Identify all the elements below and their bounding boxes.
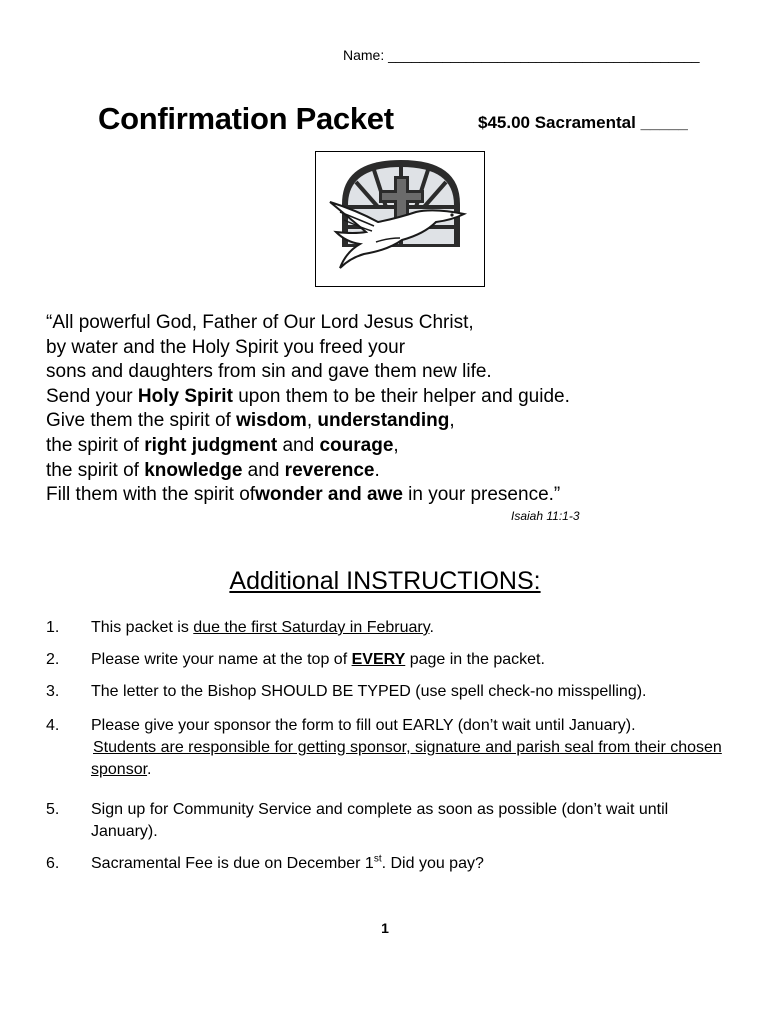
prayer-text xyxy=(46,311,570,508)
instruction-segment: . xyxy=(429,619,434,636)
prayer-citation: Isaiah 11:1-3 xyxy=(511,509,580,523)
instruction-number: 2. xyxy=(46,651,60,668)
ordinal-suffix: st xyxy=(373,853,382,865)
instruction-text xyxy=(91,649,736,671)
fee-line xyxy=(478,113,688,133)
prayer-line: sons and daughters from sin and gave them new life. xyxy=(46,361,492,383)
prayer-emphasis: understanding xyxy=(317,410,450,432)
prayer-emphasis: wisdom xyxy=(236,410,307,432)
instruction-text xyxy=(91,617,736,639)
dove-cross-stained-glass-icon xyxy=(315,151,485,287)
prayer-line xyxy=(46,434,570,459)
prayer-emphasis: Holy Spirit xyxy=(137,385,233,407)
instruction-text: Sign up for Community Service and complete as soon as possible (don’t wait until January). xyxy=(91,801,669,840)
prayer-text-segment: the spirit of xyxy=(46,434,145,456)
prayer-text-segment: Send your xyxy=(46,385,138,407)
prayer-text-segment: . xyxy=(374,459,380,481)
instruction-emphasis: EVERY xyxy=(351,651,406,668)
prayer-text-segment: and xyxy=(242,459,285,481)
name-blank[interactable]: ________________________________________ xyxy=(388,47,700,63)
prayer-line xyxy=(46,483,570,508)
instruction-number: 4. xyxy=(46,717,60,734)
prayer-text-segment: , xyxy=(306,410,318,432)
prayer-text-segment: , xyxy=(393,434,399,456)
name-label: Name: xyxy=(343,47,385,63)
instruction-text xyxy=(91,715,736,781)
prayer-line xyxy=(46,459,570,484)
instruction-segment: Sacramental Fee is due on December 1 xyxy=(91,855,374,872)
instruction-underlined: Students are responsible for getting sponsor, signature and parish seal from their chosen sponsor xyxy=(91,739,722,778)
prayer-text-segment: and xyxy=(277,434,320,456)
instruction-text xyxy=(91,853,736,875)
instruction-underlined: due the first Saturday in February xyxy=(193,619,430,636)
prayer-emphasis: right judgment xyxy=(144,434,278,456)
page-number: 1 xyxy=(381,920,389,936)
instruction-number: 3. xyxy=(46,683,60,700)
instructions-heading: Additional INSTRUCTIONS: xyxy=(229,567,541,595)
instruction-segment: Please give your sponsor the form to fill out EARLY (don’t wait until January). xyxy=(91,717,636,734)
instruction-segment: Please write your name at the top of xyxy=(91,651,352,668)
prayer-text-segment: upon them to be their helper and guide. xyxy=(232,385,570,407)
prayer-emphasis: courage xyxy=(319,434,394,456)
prayer-line: “All powerful God, Father of Our Lord Jesus Christ, xyxy=(46,312,474,333)
instruction-number: 5. xyxy=(46,801,60,818)
instruction-text: The letter to the Bishop SHOULD BE TYPED (use spell check-no misspelling). xyxy=(91,683,647,700)
instruction-segment: page in the packet. xyxy=(405,651,545,668)
prayer-line xyxy=(46,385,570,410)
fee-label: $45.00 Sacramental xyxy=(478,113,636,132)
prayer-text-segment: in your presence.” xyxy=(402,484,561,506)
instruction-number: 1. xyxy=(46,619,60,636)
fee-blank[interactable]: _____ xyxy=(640,113,688,132)
name-line xyxy=(343,47,700,63)
prayer-line xyxy=(46,409,570,434)
prayer-line: by water and the Holy Spirit you freed your xyxy=(46,336,406,358)
page-title: Confirmation Packet xyxy=(98,101,394,136)
prayer-text-segment: Give them the spirit of xyxy=(46,410,237,432)
instruction-segment: . Did you pay? xyxy=(381,855,484,872)
prayer-emphasis: knowledge xyxy=(144,459,243,481)
prayer-text-segment: , xyxy=(449,410,455,432)
prayer-emphasis: wonder and awe xyxy=(255,484,403,506)
instruction-segment: . xyxy=(147,761,152,778)
instruction-number: 6. xyxy=(46,855,60,872)
prayer-text-segment: Fill them with the spirit of xyxy=(46,484,256,506)
prayer-emphasis: reverence xyxy=(284,459,375,481)
prayer-text-segment: the spirit of xyxy=(46,459,145,481)
instruction-segment: This packet is xyxy=(91,619,194,636)
